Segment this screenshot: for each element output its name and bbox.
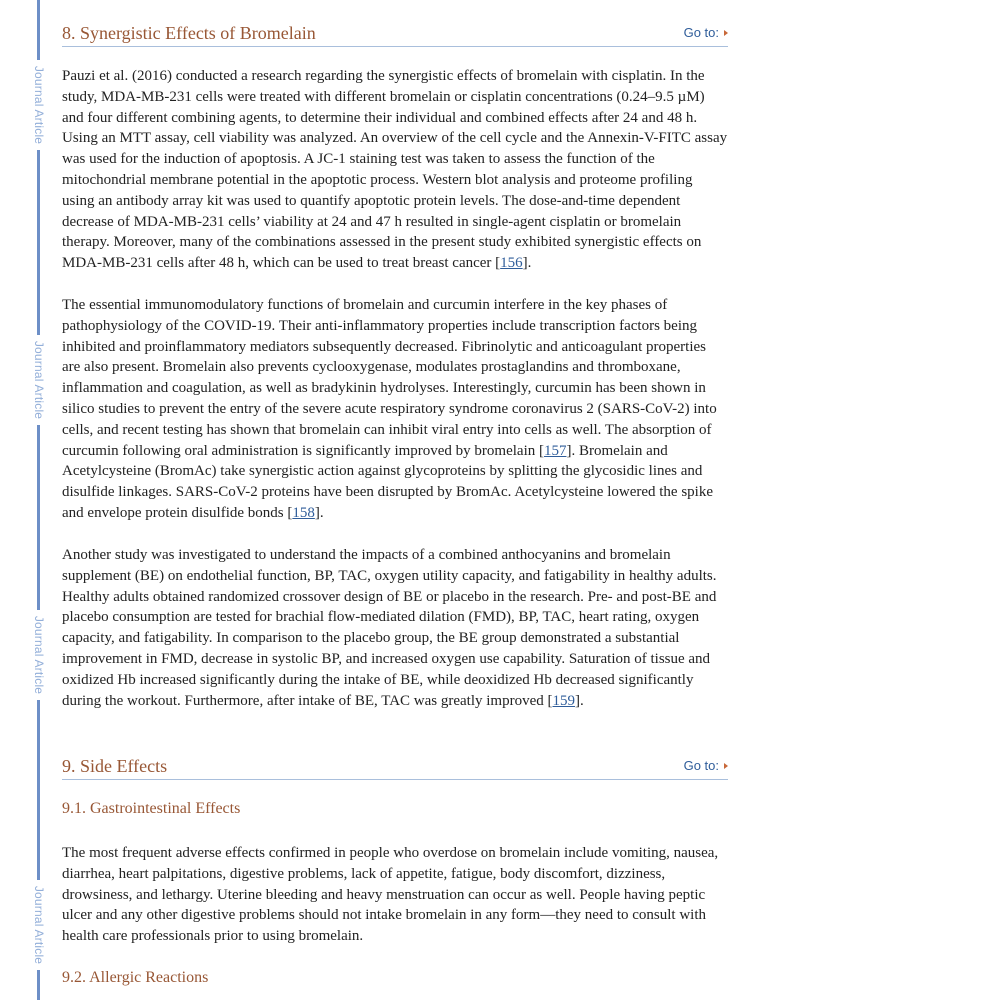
reference-link[interactable]: 157 [544,442,567,459]
journal-rail [37,0,40,1000]
paragraph-synergy-curcumin: The essential immunomodulatory functions of bromelain and curcumin interfere in the key phases of pathophysiology of the COVID-19. Their anti-inflammatory properties include transcription factors being inhibited and proinflammatory mediators subsequently decreased. Fibrinolytic and anticoagulant properties are also present. Bromelain also prevents cyclooxygenase, modulates prostaglandins and thromboxane, inflammation and coagulation, as well as bradykinin hydrolyses. Interestingly, curcumin has been shown in silico studies to prevent the entry of the severe acute respiratory syndrome coronavirus 2 (SARS-CoV-2) into cells, and recent testing has shown that bromelain can inhibit viral entry into cells as well. The absorption of curcumin following oral administration is significantly improved by bromelain [157]. Bromelain and Acetylcysteine (BromAc) take synergistic action against glycoproteins by splitting the glycosidic lines and disulfide linkages. SARS-CoV-2 proteins have been disrupted by BromAc. Acetylcysteine lowered the spike and envelope protein disulfide bonds [158]. [62,297,717,521]
paragraph-synergy-anthocyanins: Another study was investigated to understand the impacts of a combined anthocyanins and bromelain supplement (BE) on endothelial function, BP, TAC, oxygen utility capacity, and fatigability in healthy adults. Healthy adults obtained randomized crossover design of BE or placebo in the research. Pre- and post-BE and placebo consumption are tested for brachial flow-mediated dilation (FMD), BP, TAC, heart rating, oxygen capacity, and fatigability. In comparison to the placebo group, the BE group demonstrated a substantial improvement in FMD, decrease in systolic BP, and increased oxygen use capability. Saturation of tissue and oxidized Hb increased significantly during the intake of BE, while deoxidized Hb decreased significantly during the workout. Furthermore, after intake of BE, TAC was greatly improved [159]. [62,547,717,709]
subsection-9-1-title: 9.1. Gastrointestinal Effects [62,800,241,817]
paragraph-synergy-cisplatin: Pauzi et al. (2016) conducted a research regarding the synergistic effects of bromelain with cisplatin. In the study, MDA-MB-231 cells were treated with different bromelain or cisplatin concentrations (0.24–9.5 µM) and four different combining agents, to determine their individual and combined effects after 24 and 48 h. Using an MTT assay, cell viability was analyzed. An overview of the cell cycle and the Annexin-V-FITC assay was used for the induction of apoptosis. A JC-1 staining test was taken to assess the function of the mitochondrial membrane potential in the apoptotic process. Western blot analysis and proteome profiling using an antibody array kit was used to quantify apoptotic protein levels. The dose-and-time dependent decrease of MDA-MB-231 cells’ viability at 24 and 47 h resulted in single-agent cisplatin or bromelain therapy. Moreover, many of the combinations assessed in the present study exhibited synergistic effects on MDA-MB-231 cells after 48 h, which can be used to treat breast cancer [156]. [62,68,728,272]
section-8-header [62,12,728,47]
paragraph-gastrointestinal: The most frequent adverse effects confirmed in people who overdose on bromelain include vomiting, nausea, diarrhea, heart palpitations, digestive problems, lack of appetite, fatigue, body discomfort, dizziness, drowsiness, and lethargy. Uterine bleeding and heavy menstruation can occur as well. People having peptic ulcer and any other digestive problems should not intake bromelain in any form—they need to consult with health care professionals prior to using bromelain. [62,845,719,945]
section-9-header [62,745,728,780]
goto-label: Go to: [683,758,719,773]
section-9-title: 9. Side Effects [62,756,168,776]
reference-link[interactable]: 158 [292,504,315,521]
section-8-title: 8. Synergistic Effects of Bromelain [62,23,316,43]
journal-article-label: Journal Article [28,60,50,150]
journal-article-label: Journal Article [28,610,50,700]
subsection-9-2-title: 9.2. Allergic Reactions [62,969,209,986]
journal-article-label: Journal Article [28,880,50,970]
goto-label: Go to: [683,25,719,40]
reference-link[interactable]: 156 [500,255,523,272]
goto-link[interactable] [684,758,728,773]
triangle-right-icon [724,30,728,36]
goto-link[interactable] [684,25,728,40]
triangle-right-icon [724,763,728,769]
reference-link[interactable]: 159 [552,692,575,709]
journal-article-label: Journal Article [28,335,50,425]
